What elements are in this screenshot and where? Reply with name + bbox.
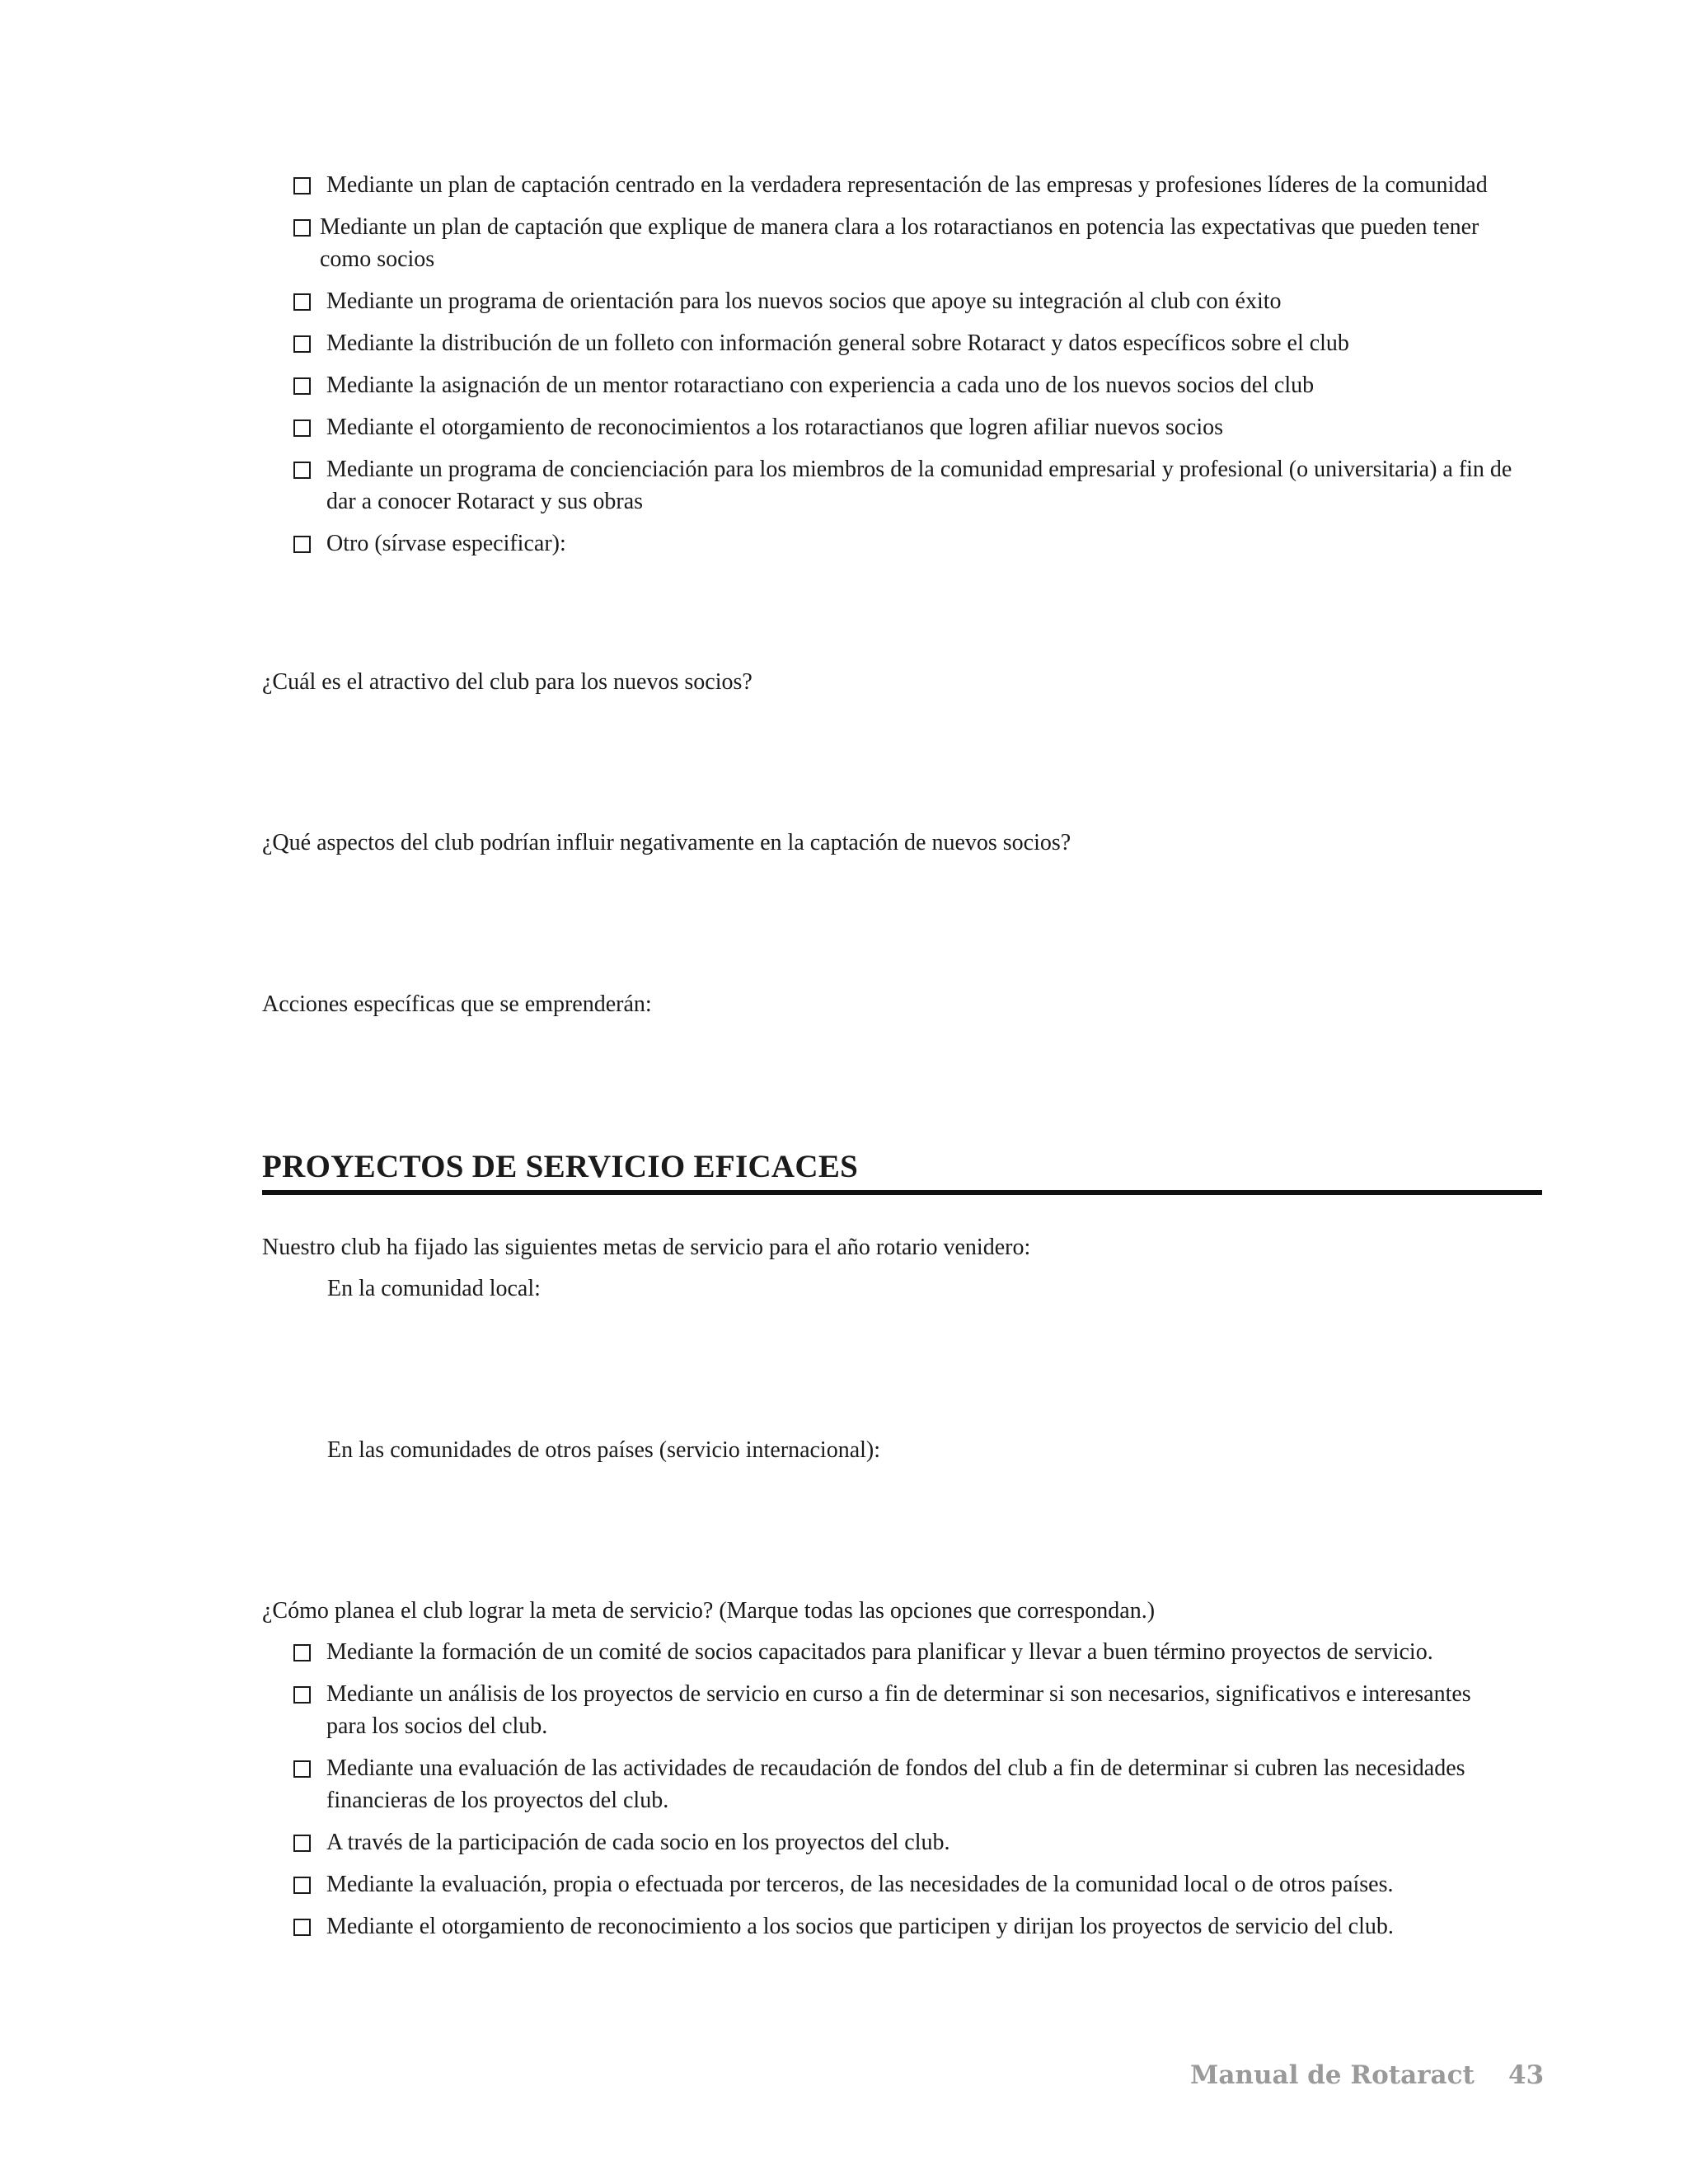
option-label: A través de la participación de cada socio en los proyectos del club.: [326, 1830, 950, 1855]
checkbox-option[interactable]: [293, 211, 1513, 275]
section-divider: [262, 1190, 1542, 1195]
option-label: Mediante el otorgamiento de reconocimientos a los rotaractianos que logren afiliar nuevos socios: [326, 415, 1224, 440]
option-label: Otro (sírvase especificar):: [326, 531, 566, 556]
option-label: Mediante la evaluación, propia o efectuada por terceros, de las necesidades de la comunidad local o de otros países.: [326, 1872, 1394, 1897]
checkbox[interactable]: [293, 1919, 311, 1936]
service-intro: Nuestro club ha fijado las siguientes metas de servicio para el año rotario venidero:: [262, 1235, 1031, 1260]
option-label: Mediante un plan de captación centrado en la verdadera representación de las empresas y profesiones líderes de la comunidad: [326, 172, 1488, 198]
question-attraction: ¿Cuál es el atractivo del club para los nuevos socios?: [262, 669, 753, 695]
option-label: Mediante un análisis de los proyectos de servicio en curso a fin de determinar si son necesarios, significativos e interesantes para los socios del club.: [326, 1681, 1471, 1739]
checkbox[interactable]: [293, 419, 311, 437]
checkbox-option[interactable]: [293, 453, 1513, 518]
checkbox[interactable]: [293, 536, 311, 553]
option-label: Mediante un programa de concienciación para los miembros de la comunidad empresarial y profesional (o universitaria) a fin de dar a conocer Rotaract y sus obras: [326, 457, 1512, 514]
checkbox-option[interactable]: [293, 527, 1513, 560]
option-label: Mediante una evaluación de las actividades de recaudación de fondos del club a fin de determinar si cubren las necesidades financieras de los proyectos del club.: [326, 1755, 1465, 1813]
checkbox-option[interactable]: [293, 169, 1513, 201]
checkbox[interactable]: [293, 1644, 311, 1661]
option-label: Mediante el otorgamiento de reconocimiento a los socios que participen y dirijan los proyectos de servicio del club.: [326, 1914, 1394, 1939]
checkbox-option[interactable]: [293, 1868, 1513, 1900]
checkbox[interactable]: [293, 177, 311, 194]
checkbox-option[interactable]: [293, 1910, 1513, 1943]
checkbox-option[interactable]: [293, 1678, 1513, 1742]
checkbox[interactable]: [293, 335, 311, 353]
question-negative-aspects: ¿Qué aspectos del club podrían influir negativamente en la captación de nuevos socios?: [262, 830, 1071, 855]
page-number: 43: [1508, 2060, 1545, 2090]
checkbox-option[interactable]: [293, 411, 1513, 443]
checkbox-option[interactable]: [293, 1826, 1513, 1858]
checkbox[interactable]: [293, 1877, 311, 1894]
footer-title: Manual de Rotaract: [1190, 2060, 1475, 2090]
option-label: Mediante la distribución de un folleto con información general sobre Rotaract y datos específicos sobre el club: [326, 330, 1349, 356]
checkbox[interactable]: [293, 377, 311, 395]
checkbox[interactable]: [293, 1686, 311, 1704]
checkbox-option[interactable]: [293, 327, 1513, 359]
checkbox[interactable]: [293, 293, 311, 311]
section-title: PROYECTOS DE SERVICIO EFICACES: [262, 1149, 859, 1184]
service-plan-question: ¿Cómo planea el club lograr la meta de servicio? (Marque todas las opciones que correspondan.): [262, 1598, 1156, 1624]
checkbox[interactable]: [293, 219, 311, 237]
checkbox-option[interactable]: [293, 369, 1513, 401]
specific-actions-label: Acciones específicas que se emprenderán:: [262, 991, 652, 1017]
checkbox-option[interactable]: [293, 285, 1513, 317]
checkbox-option[interactable]: [293, 1752, 1513, 1816]
option-label: Mediante un programa de orientación para los nuevos socios que apoye su integración al club con éxito: [326, 288, 1282, 314]
local-community-label: En la comunidad local:: [327, 1276, 541, 1301]
checkbox[interactable]: [293, 1835, 311, 1852]
service-options-list: [293, 1636, 1513, 1952]
membership-options-list: [293, 169, 1513, 569]
option-label: Mediante la formación de un comité de socios capacitados para planificar y llevar a buen término proyectos de servicio.: [326, 1639, 1433, 1665]
option-label: Mediante la asignación de un mentor rotaractiano con experiencia a cada uno de los nuevos socios del club: [326, 373, 1315, 398]
checkbox-option[interactable]: [293, 1636, 1513, 1668]
checkbox[interactable]: [293, 1760, 311, 1778]
option-label: Mediante un plan de captación que explique de manera clara a los rotaractianos en potencia las expectativas que pueden tener como socios: [320, 214, 1479, 272]
international-service-label: En las comunidades de otros países (servicio internacional):: [327, 1437, 881, 1463]
checkbox[interactable]: [293, 462, 311, 479]
